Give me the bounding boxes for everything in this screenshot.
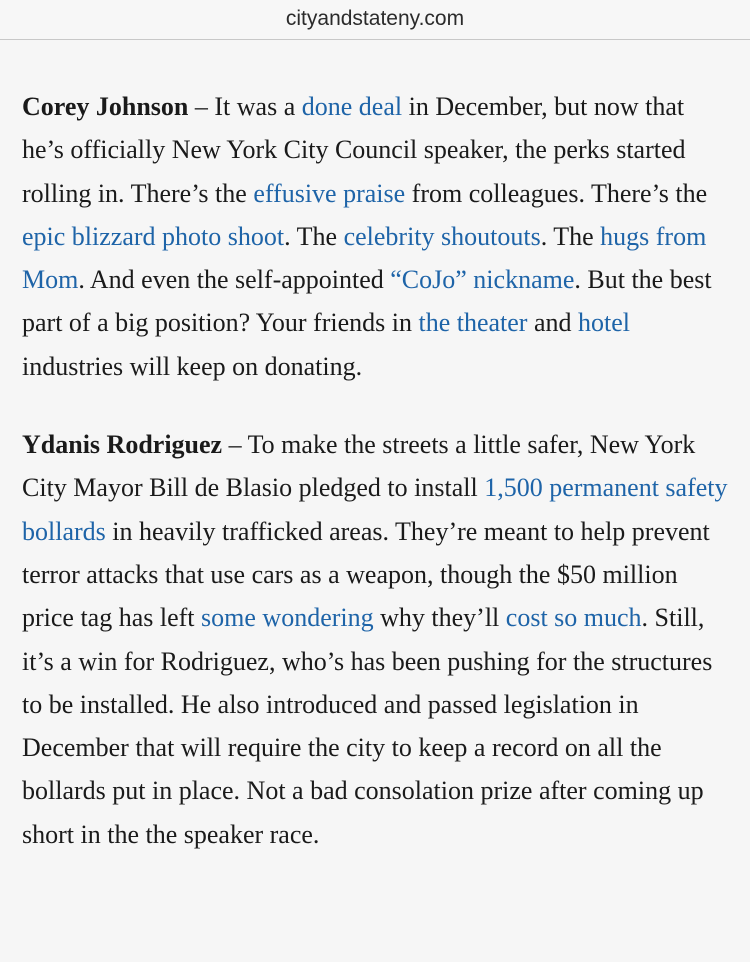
link-done-deal[interactable]: done deal [301,92,403,121]
text-segment: in December, but now that he’s officially New York City Council speaker, the perks started rolling in. There’s the [22,92,686,208]
text-segment: . The [540,221,601,251]
paragraph-corey-johnson [22,85,728,388]
link-effusive-praise[interactable]: effusive praise [253,178,406,208]
text-segment: – To make the streets a little safer, New York City Mayor Bill de Blasio pledged to install [22,430,696,503]
text-segment: . Still, it’s a win for Rodriguez, who’s has been pushing for the structures to be installed. He also introduced and passed legislation in December that will require the city to keep a record on all the bollards put in place. Not a bad consolation prize after coming up short in the the speaker race. [22,603,713,849]
person-name: Corey Johnson [22,92,189,121]
text-segment: why they’ll [373,603,506,633]
address-bar[interactable] [0,0,750,40]
link-hotel[interactable]: hotel [578,308,631,338]
text-segment: . But the best part of a big position? Your friends in [22,265,712,338]
link-some-wondering[interactable]: some wondering [201,603,374,633]
person-name: Ydanis Rodriguez [22,430,223,460]
paragraph-ydanis-rodriguez [22,423,728,856]
link-celebrity-shoutouts[interactable]: celebrity shoutouts [343,221,541,251]
text-segment: from colleagues. There’s the [405,178,708,208]
url-text[interactable]: cityandstateny.com [285,7,465,30]
link-the-theater[interactable]: the theater [418,308,528,338]
text-segment: . And even the self-appointed [78,265,391,295]
link-safety-bollards[interactable]: 1,500 permanent safety bollards [22,473,728,546]
text-segment: industries will keep on donating. [22,351,363,381]
text-segment: in heavily trafficked areas. They’re meant to help prevent terror attacks that use cars as a weapon, though the $50 million price tag has left [22,516,710,633]
link-cost-so-much[interactable]: cost so much [505,603,642,633]
article-body [0,40,750,856]
link-hugs-from-mom[interactable]: hugs from Mom [22,221,707,295]
text-segment: and [527,308,579,338]
link-blizzard-photo-shoot[interactable]: epic blizzard photo shoot [22,221,285,251]
text-segment: – It was a [188,92,302,121]
link-cojo-nickname[interactable]: “CoJo” nickname [390,265,575,295]
text-segment: . The [284,221,344,251]
